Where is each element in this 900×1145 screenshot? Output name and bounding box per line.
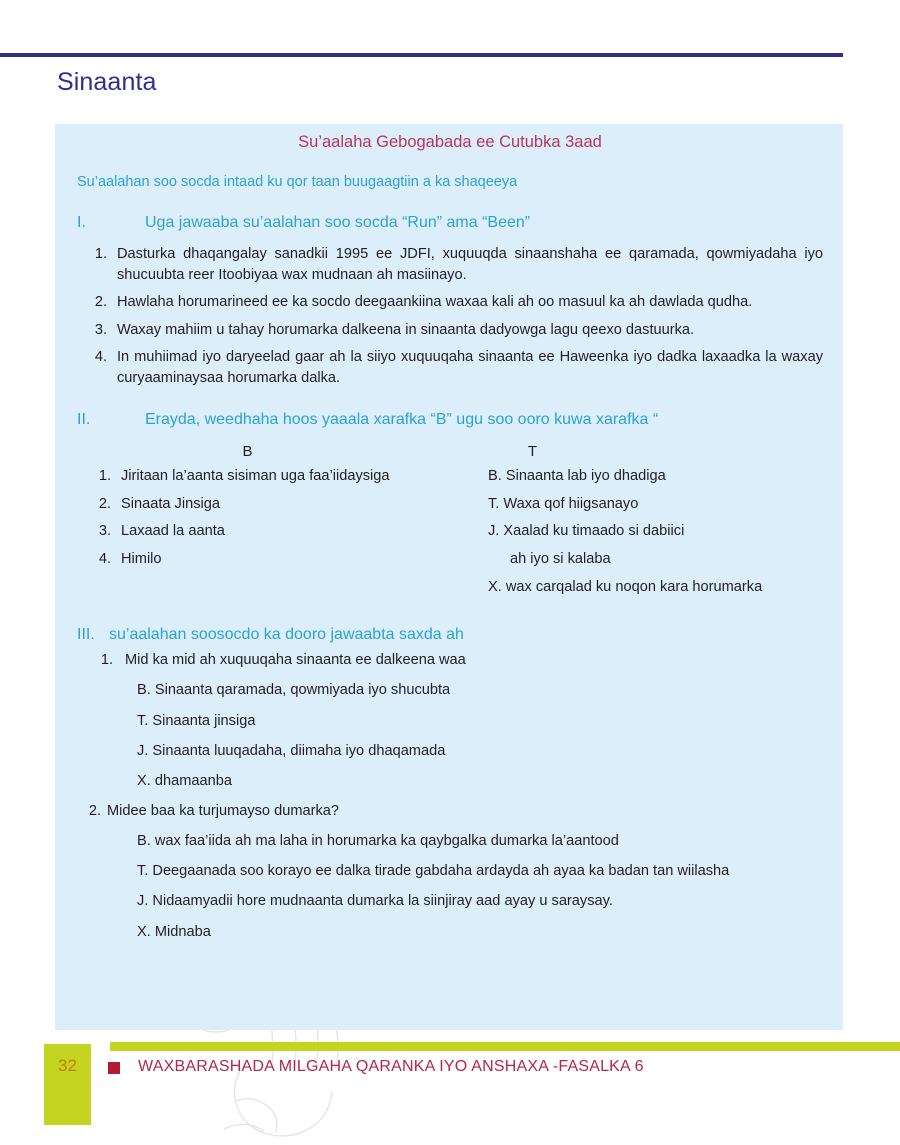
footer-rule <box>110 1042 900 1051</box>
section-heading-1 <box>75 213 825 234</box>
answer-option: X. dhamaanba <box>137 772 232 789</box>
section-heading-3 <box>75 625 825 646</box>
item-number: 4. <box>98 550 111 567</box>
page-number: 32 <box>58 1056 77 1075</box>
list-item <box>75 244 825 286</box>
section-title-3: su’aalahan soosocdo ka dooro jawaabta saxda ah <box>109 626 464 644</box>
section-numeral-2: II. <box>77 411 91 429</box>
item-text: Himilo <box>121 550 162 567</box>
answer-option: B. Sinaanta qaramada, qowmiyada iyo shucubta <box>137 682 451 699</box>
list-item: B. Sinaanta lab iyo dhadiga <box>488 467 666 484</box>
answer-option: J. Sinaanta luuqadaha, diimaha iyo dhaqamada <box>137 742 446 759</box>
item-number: 4. <box>94 348 107 365</box>
exercise-title: Su’aalaha Gebogabada ee Cutubka 3aad <box>298 133 602 151</box>
page-title: Sinaanta <box>57 68 157 96</box>
item-number: 2. <box>94 294 107 311</box>
item-text: In muhiimad iyo daryeelad gaar ah la siiyo xuquuqaha sinaanta ee Haweenka iyo dadka laxaadka la waxay curyaaminaysaa horumarka dalka. <box>117 348 823 386</box>
item-number: 2. <box>98 495 111 512</box>
section-numeral-3: III. <box>77 626 95 644</box>
item-text: Laxaad la aanta <box>121 523 225 540</box>
question-text: Mid ka mid ah xuquuqaha sinaanta ee dalkeena waa <box>125 652 466 669</box>
list-item <box>75 521 470 542</box>
list-item: T. Waxa qof hiigsanayo <box>488 495 639 512</box>
list-item <box>75 466 470 487</box>
item-text: Dasturka dhaqangalay sanadkii 1995 ee JDFI, xuquuqda sinaanshaha ee qaramada, qowmiyadaha iyo shucuubta reer Itoobiyaa wax mudnaan ah masiinayo. <box>117 246 823 284</box>
column-header-t: T <box>527 442 538 460</box>
multiple-choice-question-1 <box>75 650 825 792</box>
question-text: Midee baa ka turjumayso dumarka? <box>107 802 339 819</box>
item-text: Waxay mahiim u tahay horumarka dalkeena in sinaanta dadyowga lagu qeexo dastuurka. <box>117 321 695 338</box>
item-text: Hawlaha horumarineed ee ka socdo deegaankiina waxaa kali ah oo masuul ka ah dawlada qudha. <box>117 294 753 311</box>
section-title-1: Uga jawaaba su’aalahan soo socda “Run” ama “Been” <box>145 214 531 232</box>
section-title-2: Erayda, weedhaha hoos yaaala xarafka “B” ugu soo ooro kuwa xarafka “ <box>145 411 659 429</box>
answer-option: T. Sinaanta jinsiga <box>137 712 256 729</box>
list-item <box>75 320 825 341</box>
list-item <box>75 549 470 570</box>
list-item: J. Xaalad ku timaado si dabiici <box>488 523 685 540</box>
list-item: X. wax carqalad ku noqon kara horumarka <box>488 578 763 595</box>
item-text: Jiritaan la’aanta sisiman uga faa’iidaysiga <box>121 467 390 484</box>
answer-option: J. Nidaamyadii hore mudnaanta dumarka la siinjiray aad ayay u saraysay. <box>137 893 613 910</box>
footer-bullet-icon <box>108 1062 120 1074</box>
multiple-choice-question-2 <box>75 801 825 943</box>
header-rule <box>0 53 843 57</box>
question-line <box>75 650 825 671</box>
list-item-continuation: ah iyo si kalaba <box>510 550 611 567</box>
list-item <box>75 347 825 389</box>
question-line <box>75 801 825 822</box>
item-number: 3. <box>98 523 111 540</box>
list-item <box>75 292 825 313</box>
item-text: Sinaata Jinsiga <box>121 495 220 512</box>
footer-title: WAXBARASHADA MILGAHA QARANKA IYO ANSHAXA -FASALKA 6 <box>138 1058 644 1075</box>
item-number: 3. <box>94 321 107 338</box>
content-panel <box>55 124 843 1030</box>
question-number: 1. <box>100 652 113 669</box>
answer-option: T. Deegaanada soo korayo ee dalka tirade gabdaha ardayda ah ayaa ka badan tan wiilasha <box>137 863 730 880</box>
question-number: 2. <box>88 802 101 819</box>
answer-option: B. wax faa’iida ah ma laha in horumarka ka qaybgalka dumarka la’aantood <box>137 833 619 850</box>
answer-option: X. Midnaba <box>137 923 211 940</box>
page-number-box <box>44 1044 91 1125</box>
matching-column-left <box>75 466 470 605</box>
list-item <box>75 494 470 515</box>
item-number: 1. <box>98 467 111 484</box>
matching-columns <box>75 466 825 605</box>
true-false-list <box>75 244 825 389</box>
section-numeral-1: I. <box>77 214 86 232</box>
section-heading-2 <box>75 410 825 431</box>
matching-column-headers <box>75 443 825 460</box>
matching-column-right <box>470 466 825 605</box>
exercise-intro: Su’aalahan soo socda intaad ku qor taan buugaagtiin a ka shaqeeya <box>77 174 518 191</box>
column-header-b: B <box>242 442 253 460</box>
item-number: 1. <box>94 246 107 263</box>
